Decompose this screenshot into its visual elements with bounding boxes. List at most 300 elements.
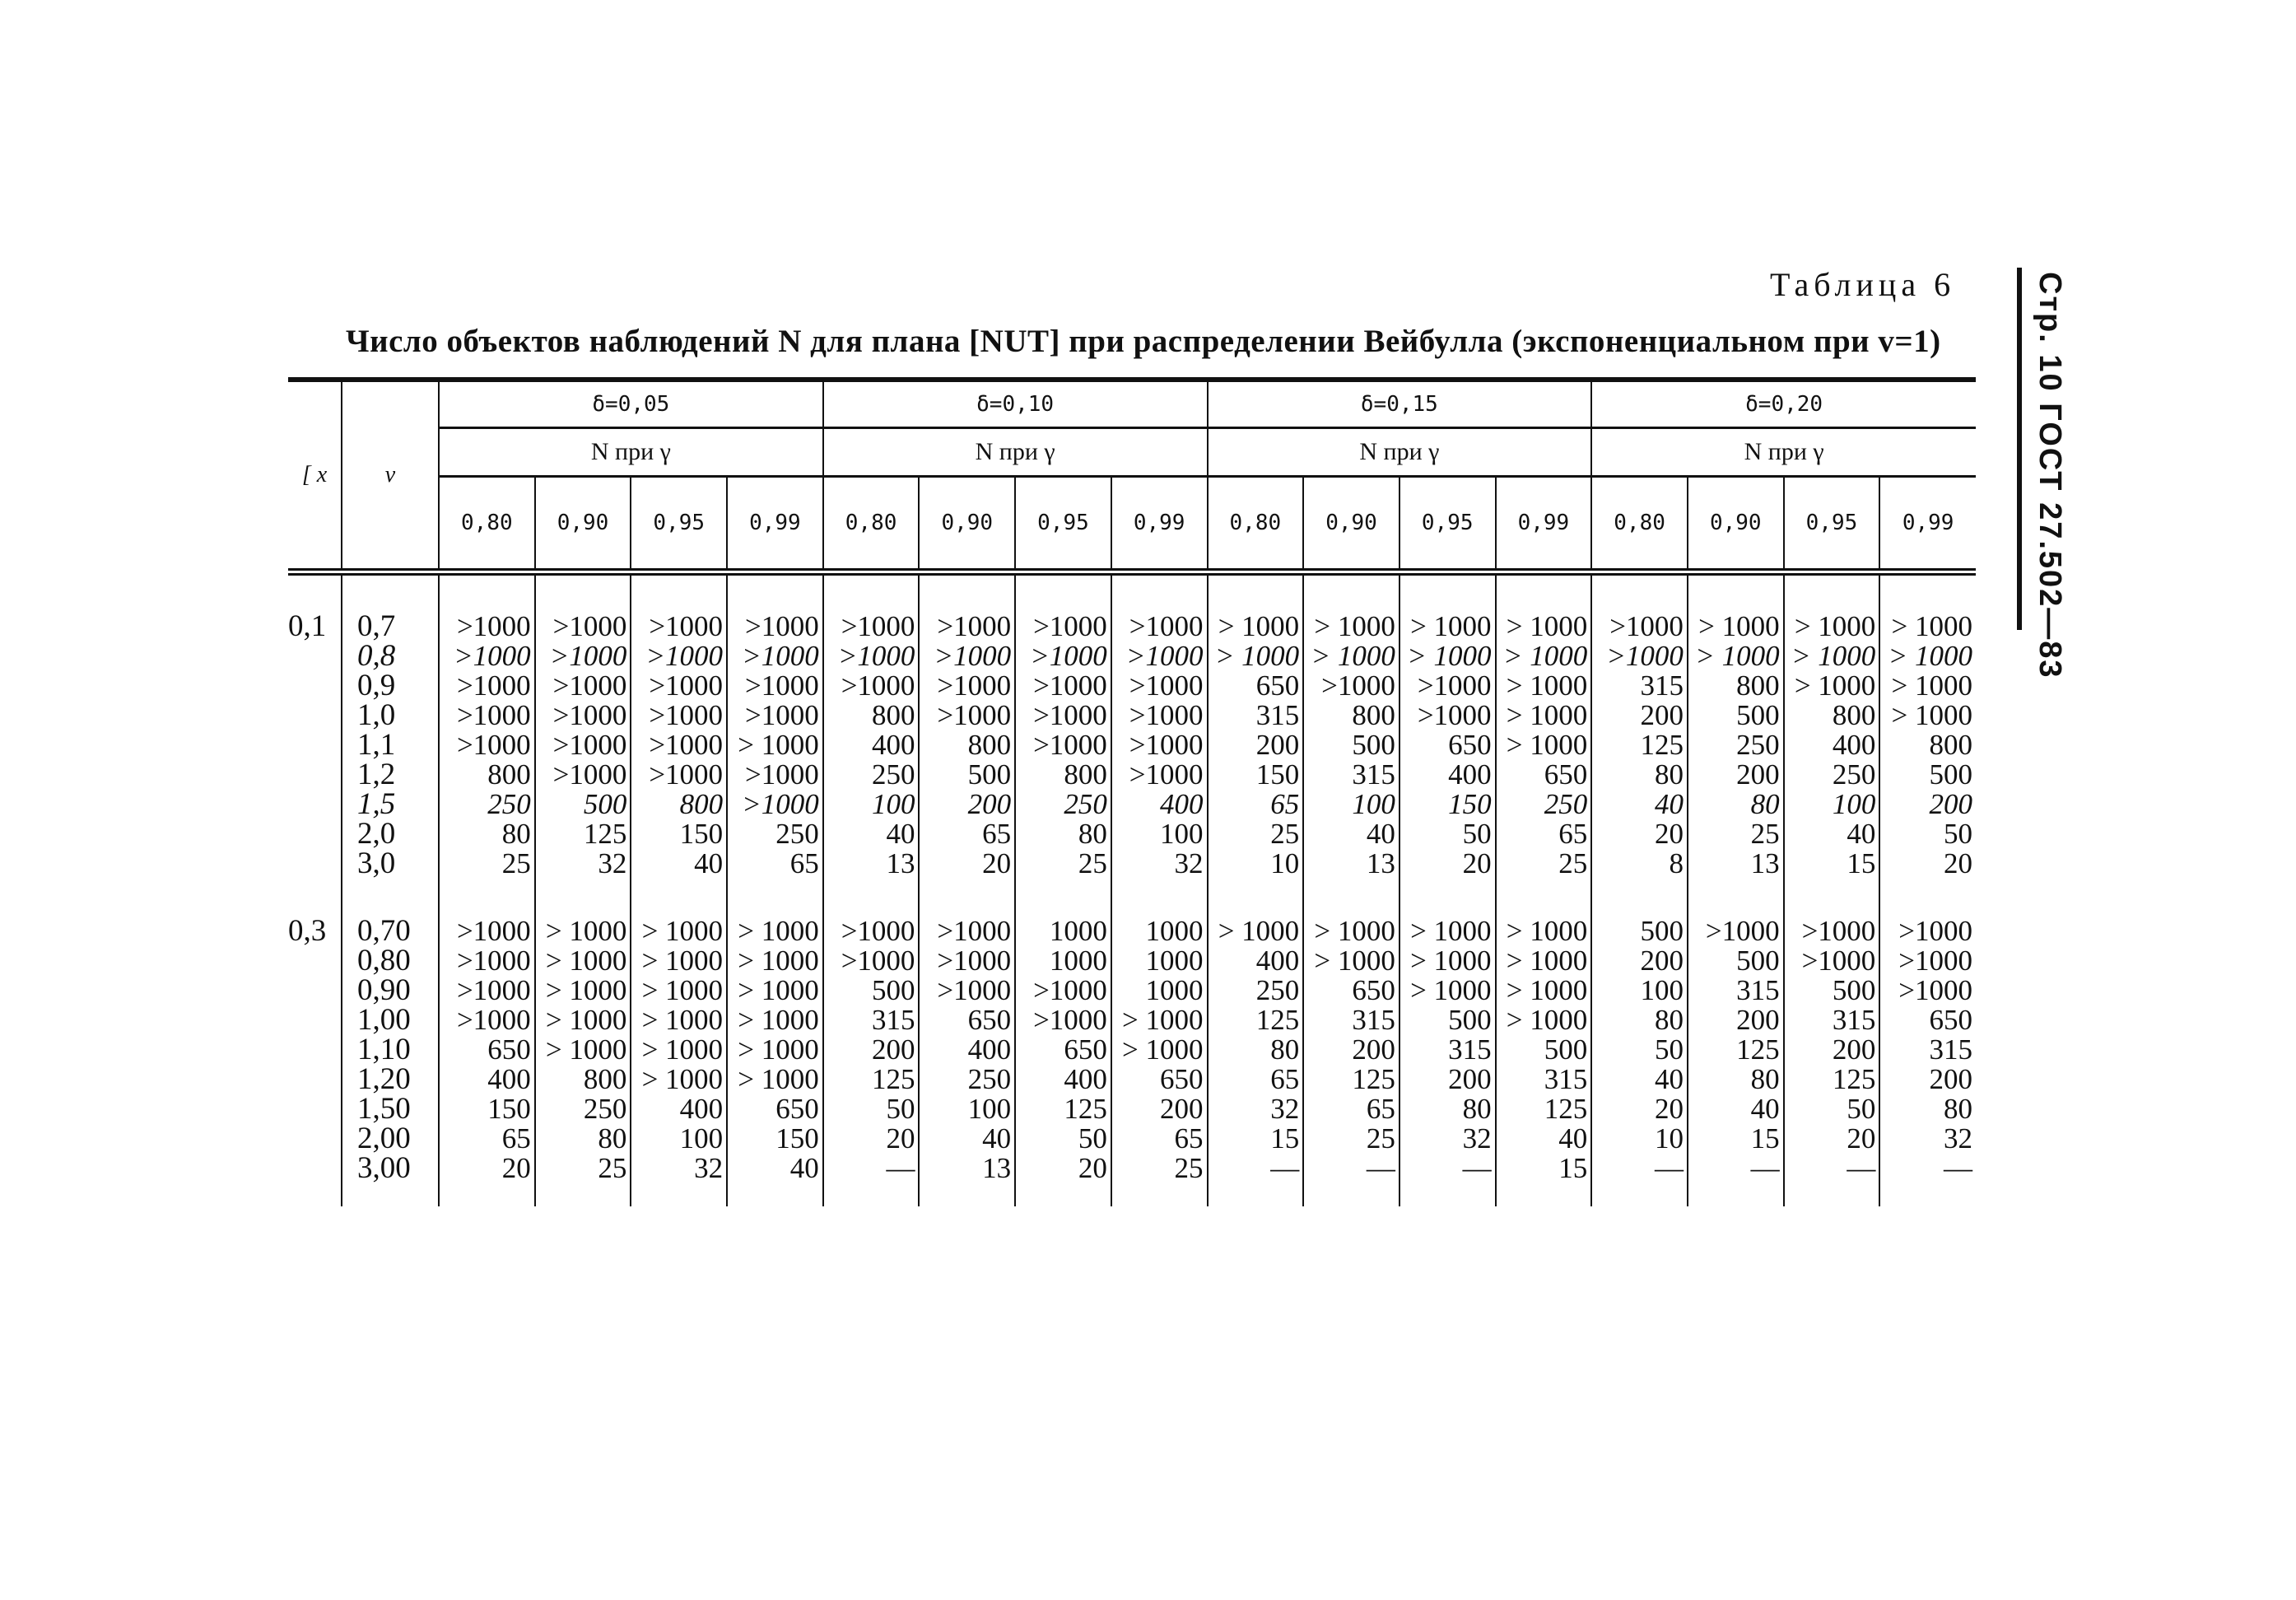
n-value-cell: >1000 [1111, 641, 1208, 671]
gamma-header: 0,80 [1208, 477, 1304, 572]
n-value-cell: > 1000 [1208, 641, 1304, 671]
n-value-cell: 40 [1784, 819, 1880, 849]
n-value-cell: 80 [439, 819, 535, 849]
spacer-cell [439, 572, 535, 613]
table-row [288, 976, 1976, 1005]
n-value-cell: 315 [1496, 1065, 1592, 1094]
n-value-cell: > 1000 [1111, 1005, 1208, 1035]
spacer-cell [1399, 572, 1496, 613]
n-value-cell: >1000 [919, 976, 1015, 1005]
n-value-cell: 315 [1879, 1035, 1976, 1065]
n-value-cell: > 1000 [1399, 946, 1496, 976]
n-value-cell: 80 [1208, 1035, 1304, 1065]
n-value-cell: 150 [631, 819, 727, 849]
gamma-header: 0,80 [1591, 477, 1688, 572]
table-row [288, 849, 1976, 879]
n-value-cell: 32 [1111, 849, 1208, 879]
v-value-cell: 1,2 [342, 760, 439, 790]
n-value-cell: 200 [919, 790, 1015, 819]
n-value-cell: 315 [1208, 701, 1304, 730]
spacer-cell [823, 572, 920, 613]
n-value-cell: >1000 [919, 641, 1015, 671]
n-value-cell: >1000 [1015, 730, 1111, 760]
delta-header: δ=0,15 [1208, 380, 1592, 428]
spacer-cell [1208, 1183, 1304, 1206]
n-value-cell: >1000 [535, 641, 631, 671]
n-value-cell: > 1000 [1496, 1005, 1592, 1035]
gamma-header: 0,90 [1303, 477, 1399, 572]
spacer-cell [1015, 572, 1111, 613]
n-value-cell: >1000 [823, 917, 920, 946]
n-value-cell: — [1208, 1154, 1304, 1183]
n-value-cell: 800 [1784, 701, 1880, 730]
n-value-cell: > 1000 [535, 1035, 631, 1065]
spacer-cell [1399, 879, 1496, 917]
n-value-cell: > 1000 [727, 1065, 823, 1094]
n-value-cell: 315 [1303, 1005, 1399, 1035]
n-value-cell: > 1000 [727, 1035, 823, 1065]
n-value-cell: >1000 [1015, 1005, 1111, 1035]
n-value-cell: 40 [631, 849, 727, 879]
n-value-cell: 40 [1591, 1065, 1688, 1094]
n-value-cell: 250 [727, 819, 823, 849]
x-value-cell: 0,3 [288, 914, 327, 948]
weibull-table [288, 377, 1976, 1206]
n-value-cell: 50 [1399, 819, 1496, 849]
spacer-cell [1879, 1183, 1976, 1206]
n-value-cell: 100 [1111, 819, 1208, 849]
x-column-header: [ x [288, 380, 342, 572]
x-value-cell [288, 790, 342, 819]
n-value-cell: 650 [919, 1005, 1015, 1035]
x-value-cell [288, 1124, 342, 1154]
spacer-row [288, 1183, 1976, 1206]
spacer-cell [1208, 572, 1304, 613]
n-value-cell: > 1000 [1399, 976, 1496, 1005]
spacer-cell [1015, 1183, 1111, 1206]
n-value-cell: 800 [1879, 730, 1976, 760]
n-value-cell: 800 [535, 1065, 631, 1094]
n-value-cell: 125 [1015, 1094, 1111, 1124]
n-value-cell: > 1000 [727, 917, 823, 946]
n-value-cell: 400 [823, 730, 920, 760]
gamma-header: 0,95 [1784, 477, 1880, 572]
n-value-cell: 80 [1688, 1065, 1784, 1094]
n-value-cell: 65 [919, 819, 1015, 849]
n-value-cell: 500 [1879, 760, 1976, 790]
n-value-cell: > 1000 [1399, 917, 1496, 946]
n-value-cell: 32 [631, 1154, 727, 1183]
n-value-cell: 800 [919, 730, 1015, 760]
n-value-cell: 315 [1303, 760, 1399, 790]
n-value-cell: >1000 [1015, 641, 1111, 671]
n-value-cell: > 1000 [1208, 612, 1304, 641]
n-value-cell: > 1000 [1688, 641, 1784, 671]
n-value-cell: 125 [535, 819, 631, 849]
n-value-cell: — [1879, 1154, 1976, 1183]
n-value-cell: 800 [1015, 760, 1111, 790]
n-value-cell: >1000 [535, 760, 631, 790]
n-value-cell: 200 [1879, 1065, 1976, 1094]
n-value-cell: 15 [1496, 1154, 1592, 1183]
spacer-cell [1688, 572, 1784, 613]
n-value-cell: >1000 [439, 946, 535, 976]
n-value-cell: 200 [1688, 1005, 1784, 1035]
gamma-header: 0,80 [823, 477, 920, 572]
n-value-cell: 13 [1688, 849, 1784, 879]
x-value-cell [288, 641, 342, 671]
n-value-cell: 250 [1208, 976, 1304, 1005]
v-value-cell: 0,80 [342, 946, 439, 976]
n-value-cell: >1000 [439, 641, 535, 671]
n-value-cell: >1000 [439, 612, 535, 641]
spacer-cell [727, 572, 823, 613]
spacer-cell [1399, 1183, 1496, 1206]
spacer-cell [727, 879, 823, 917]
n-value-cell: 200 [1784, 1035, 1880, 1065]
n-value-cell: 315 [1784, 1005, 1880, 1035]
side-rule [2017, 268, 2022, 630]
n-value-cell: 13 [919, 1154, 1015, 1183]
n-value-cell: > 1000 [1496, 612, 1592, 641]
n-value-cell: >1000 [727, 701, 823, 730]
v-value-cell: 1,50 [342, 1094, 439, 1124]
n-value-cell: > 1000 [1879, 612, 1976, 641]
n-value-cell: > 1000 [727, 1005, 823, 1035]
spacer-cell [631, 1183, 727, 1206]
spacer-cell [919, 879, 1015, 917]
n-value-cell: 65 [439, 1124, 535, 1154]
n-value-cell: > 1000 [1399, 641, 1496, 671]
n-value-cell: 500 [1496, 1035, 1592, 1065]
table-row [288, 701, 1976, 730]
n-value-cell: 50 [1015, 1124, 1111, 1154]
n-value-cell: 800 [1688, 671, 1784, 701]
n-value-cell: 800 [439, 760, 535, 790]
n-value-cell: 1000 [1111, 946, 1208, 976]
n-value-cell: 150 [727, 1124, 823, 1154]
n-value-cell: > 1000 [1496, 976, 1592, 1005]
table-row [288, 641, 1976, 671]
n-value-cell: 200 [1688, 760, 1784, 790]
n-value-cell: > 1000 [727, 976, 823, 1005]
n-value-cell: 13 [1303, 849, 1399, 879]
x-value-cell [288, 671, 342, 701]
n-value-cell: 40 [1688, 1094, 1784, 1124]
table-row [288, 1035, 1976, 1065]
n-value-cell: >1000 [1111, 612, 1208, 641]
spacer-cell [823, 879, 920, 917]
spacer-cell [1784, 572, 1880, 613]
n-value-cell: 20 [1591, 1094, 1688, 1124]
n-value-cell: 25 [439, 849, 535, 879]
n-value-cell: > 1000 [1208, 917, 1304, 946]
n-value-cell: 10 [1208, 849, 1304, 879]
n-value-cell: 20 [1399, 849, 1496, 879]
n-value-cell: 80 [535, 1124, 631, 1154]
n-value-cell: 250 [439, 790, 535, 819]
n-value-cell: 25 [1208, 819, 1304, 849]
table-row [288, 1094, 1976, 1124]
n-value-cell: 400 [631, 1094, 727, 1124]
table-row [288, 1005, 1976, 1035]
v-value-cell: 3,00 [342, 1154, 439, 1183]
n-value-cell: 10 [1591, 1124, 1688, 1154]
gamma-header: 0,95 [1399, 477, 1496, 572]
n-value-cell: 400 [919, 1035, 1015, 1065]
n-value-cell: 315 [1688, 976, 1784, 1005]
n-value-cell: 650 [1399, 730, 1496, 760]
n-value-cell: > 1000 [727, 730, 823, 760]
spacer-cell [823, 1183, 920, 1206]
n-value-cell: 400 [1111, 790, 1208, 819]
n-value-cell: 20 [1015, 1154, 1111, 1183]
n-value-cell: 650 [439, 1035, 535, 1065]
n-value-cell: 400 [1015, 1065, 1111, 1094]
n-pri-gamma-header: N при γ [1591, 428, 1976, 477]
n-value-cell: 25 [1015, 849, 1111, 879]
n-value-cell: 200 [1591, 946, 1688, 976]
x-value-cell [288, 1035, 342, 1065]
x-value-cell [288, 976, 342, 1005]
gamma-header: 0,95 [1015, 477, 1111, 572]
n-value-cell: >1000 [631, 760, 727, 790]
n-value-cell: 315 [823, 1005, 920, 1035]
n-value-cell: 400 [1208, 946, 1304, 976]
n-value-cell: 40 [919, 1124, 1015, 1154]
spacer-cell [1688, 879, 1784, 917]
n-value-cell: >1000 [1399, 701, 1496, 730]
n-value-cell: >1000 [919, 701, 1015, 730]
n-value-cell: 500 [1303, 730, 1399, 760]
n-value-cell: >1000 [631, 701, 727, 730]
n-value-cell: >1000 [535, 730, 631, 760]
n-value-cell: 500 [535, 790, 631, 819]
spacer-cell [1496, 572, 1592, 613]
table-row [288, 790, 1976, 819]
spacer-cell [631, 879, 727, 917]
spacer-cell [1591, 1183, 1688, 1206]
n-value-cell: 125 [1303, 1065, 1399, 1094]
n-value-cell: > 1000 [631, 917, 727, 946]
v-value-cell: 1,00 [342, 1005, 439, 1035]
n-value-cell: 100 [1591, 976, 1688, 1005]
spacer-cell [919, 572, 1015, 613]
spacer-cell [342, 879, 439, 917]
n-value-cell: >1000 [1303, 671, 1399, 701]
n-value-cell: >1000 [1688, 917, 1784, 946]
table-row [288, 1154, 1976, 1183]
n-value-cell: 25 [1496, 849, 1592, 879]
table-row [288, 730, 1976, 760]
n-value-cell: 125 [1784, 1065, 1880, 1094]
n-value-cell: 650 [1303, 976, 1399, 1005]
delta-header: δ=0,05 [439, 380, 823, 428]
n-value-cell: 20 [1591, 819, 1688, 849]
spacer-cell [342, 572, 439, 613]
n-value-cell: 250 [535, 1094, 631, 1124]
n-value-cell: 100 [823, 790, 920, 819]
delta-header: δ=0,20 [1591, 380, 1976, 428]
n-value-cell: 150 [1208, 760, 1304, 790]
n-value-cell: >1000 [1111, 701, 1208, 730]
spacer-cell [1111, 1183, 1208, 1206]
n-value-cell: >1000 [439, 917, 535, 946]
n-value-cell: >1000 [1879, 946, 1976, 976]
n-value-cell: 1000 [1015, 946, 1111, 976]
delta-header: δ=0,10 [823, 380, 1208, 428]
n-value-cell: 25 [535, 1154, 631, 1183]
n-value-cell: 250 [1688, 730, 1784, 760]
n-pri-gamma-header: N при γ [439, 428, 823, 477]
n-value-cell: >1000 [1015, 612, 1111, 641]
n-value-cell: > 1000 [1303, 612, 1399, 641]
n-value-cell: >1000 [823, 641, 920, 671]
spacer-cell [535, 572, 631, 613]
n-value-cell: 100 [1303, 790, 1399, 819]
n-value-cell: 80 [1399, 1094, 1496, 1124]
n-value-cell: > 1000 [1111, 1035, 1208, 1065]
n-value-cell: 800 [1303, 701, 1399, 730]
spacer-cell [288, 572, 342, 613]
n-value-cell: 650 [1208, 671, 1304, 701]
v-value-cell: 2,00 [342, 1124, 439, 1154]
table-row [288, 612, 1976, 641]
n-value-cell: > 1000 [1496, 641, 1592, 671]
spacer-cell [1208, 879, 1304, 917]
n-value-cell: >1000 [631, 641, 727, 671]
spacer-cell [727, 1183, 823, 1206]
table-row [288, 946, 1976, 976]
gamma-header: 0,99 [1496, 477, 1592, 572]
n-value-cell: 65 [1208, 790, 1304, 819]
n-value-cell: 500 [1784, 976, 1880, 1005]
n-value-cell: > 1000 [1303, 641, 1399, 671]
x-value-cell [288, 946, 342, 976]
v-value-cell: 2,0 [342, 819, 439, 849]
table-body [288, 572, 1976, 1207]
spacer-cell [1879, 572, 1976, 613]
table-row [288, 1124, 1976, 1154]
n-value-cell: > 1000 [1784, 641, 1880, 671]
n-value-cell: >1000 [823, 671, 920, 701]
n-value-cell: >1000 [1015, 701, 1111, 730]
x-value-cell [288, 849, 342, 879]
n-value-cell: 65 [727, 849, 823, 879]
spacer-cell [288, 879, 342, 917]
n-value-cell: 40 [1496, 1124, 1592, 1154]
spacer-cell [1303, 1183, 1399, 1206]
n-value-cell: > 1000 [1496, 946, 1592, 976]
n-value-cell: >1000 [1111, 760, 1208, 790]
n-value-cell: 15 [1208, 1124, 1304, 1154]
n-value-cell: 200 [1208, 730, 1304, 760]
v-value-cell: 0,8 [342, 641, 439, 671]
n-value-cell: >1000 [727, 671, 823, 701]
n-value-cell: 32 [1879, 1124, 1976, 1154]
gamma-header: 0,90 [919, 477, 1015, 572]
n-value-cell: 500 [1591, 917, 1688, 946]
spacer-cell [535, 1183, 631, 1206]
spacer-cell [1784, 879, 1880, 917]
n-value-cell: 32 [535, 849, 631, 879]
n-value-cell: — [823, 1154, 920, 1183]
spacer-cell [535, 879, 631, 917]
v-value-cell: 0,70 [342, 917, 439, 946]
v-value-cell: 1,10 [342, 1035, 439, 1065]
n-pri-gamma-header: N при γ [823, 428, 1208, 477]
n-value-cell: 25 [1688, 819, 1784, 849]
n-value-cell: 50 [1784, 1094, 1880, 1124]
n-value-cell: >1000 [535, 612, 631, 641]
n-value-cell: 200 [1591, 701, 1688, 730]
n-value-cell: 50 [1879, 819, 1976, 849]
n-value-cell: 125 [1208, 1005, 1304, 1035]
n-value-cell: 40 [1591, 790, 1688, 819]
n-value-cell: 650 [1879, 1005, 1976, 1035]
v-column-header: v [342, 380, 439, 572]
n-value-cell: >1000 [535, 701, 631, 730]
gamma-header: 0,90 [535, 477, 631, 572]
n-value-cell: 80 [1879, 1094, 1976, 1124]
n-value-cell: 80 [1591, 760, 1688, 790]
x-value-cell: 0,1 [288, 609, 327, 643]
n-value-cell: 65 [1208, 1065, 1304, 1094]
n-value-cell: > 1000 [1303, 946, 1399, 976]
n-value-cell: 500 [1688, 946, 1784, 976]
n-value-cell: >1000 [1784, 946, 1880, 976]
n-value-cell: — [1784, 1154, 1880, 1183]
n-value-cell: 20 [1784, 1124, 1880, 1154]
n-value-cell: 25 [1111, 1154, 1208, 1183]
n-value-cell: >1000 [823, 946, 920, 976]
v-value-cell: 1,0 [342, 701, 439, 730]
gamma-header: 0,99 [727, 477, 823, 572]
spacer-row [288, 879, 1976, 917]
x-value-cell [288, 701, 342, 730]
n-value-cell: 125 [823, 1065, 920, 1094]
n-value-cell: > 1000 [631, 1035, 727, 1065]
n-value-cell: >1000 [1111, 730, 1208, 760]
n-value-cell: >1000 [919, 946, 1015, 976]
n-value-cell: > 1000 [1303, 917, 1399, 946]
n-value-cell: > 1000 [1496, 917, 1592, 946]
spacer-cell [288, 1183, 342, 1206]
n-value-cell: 400 [1784, 730, 1880, 760]
n-value-cell: 1000 [1111, 976, 1208, 1005]
v-value-cell: 1,20 [342, 1065, 439, 1094]
n-value-cell: >1000 [439, 701, 535, 730]
spacer-cell [1879, 879, 1976, 917]
n-value-cell: > 1000 [1784, 671, 1880, 701]
n-value-cell: 20 [439, 1154, 535, 1183]
x-value-cell [288, 1005, 342, 1035]
n-value-cell: — [1688, 1154, 1784, 1183]
n-value-cell: >1000 [1015, 671, 1111, 701]
n-value-cell: 250 [823, 760, 920, 790]
n-value-cell: > 1000 [535, 1005, 631, 1035]
table-row [288, 1065, 1976, 1094]
spacer-cell [439, 1183, 535, 1206]
n-value-cell: 250 [1496, 790, 1592, 819]
table-row [288, 671, 1976, 701]
n-value-cell: 800 [823, 701, 920, 730]
n-value-cell: > 1000 [535, 976, 631, 1005]
spacer-cell [1784, 1183, 1880, 1206]
n-value-cell: 100 [1784, 790, 1880, 819]
n-value-cell: 650 [727, 1094, 823, 1124]
n-value-cell: 15 [1688, 1124, 1784, 1154]
